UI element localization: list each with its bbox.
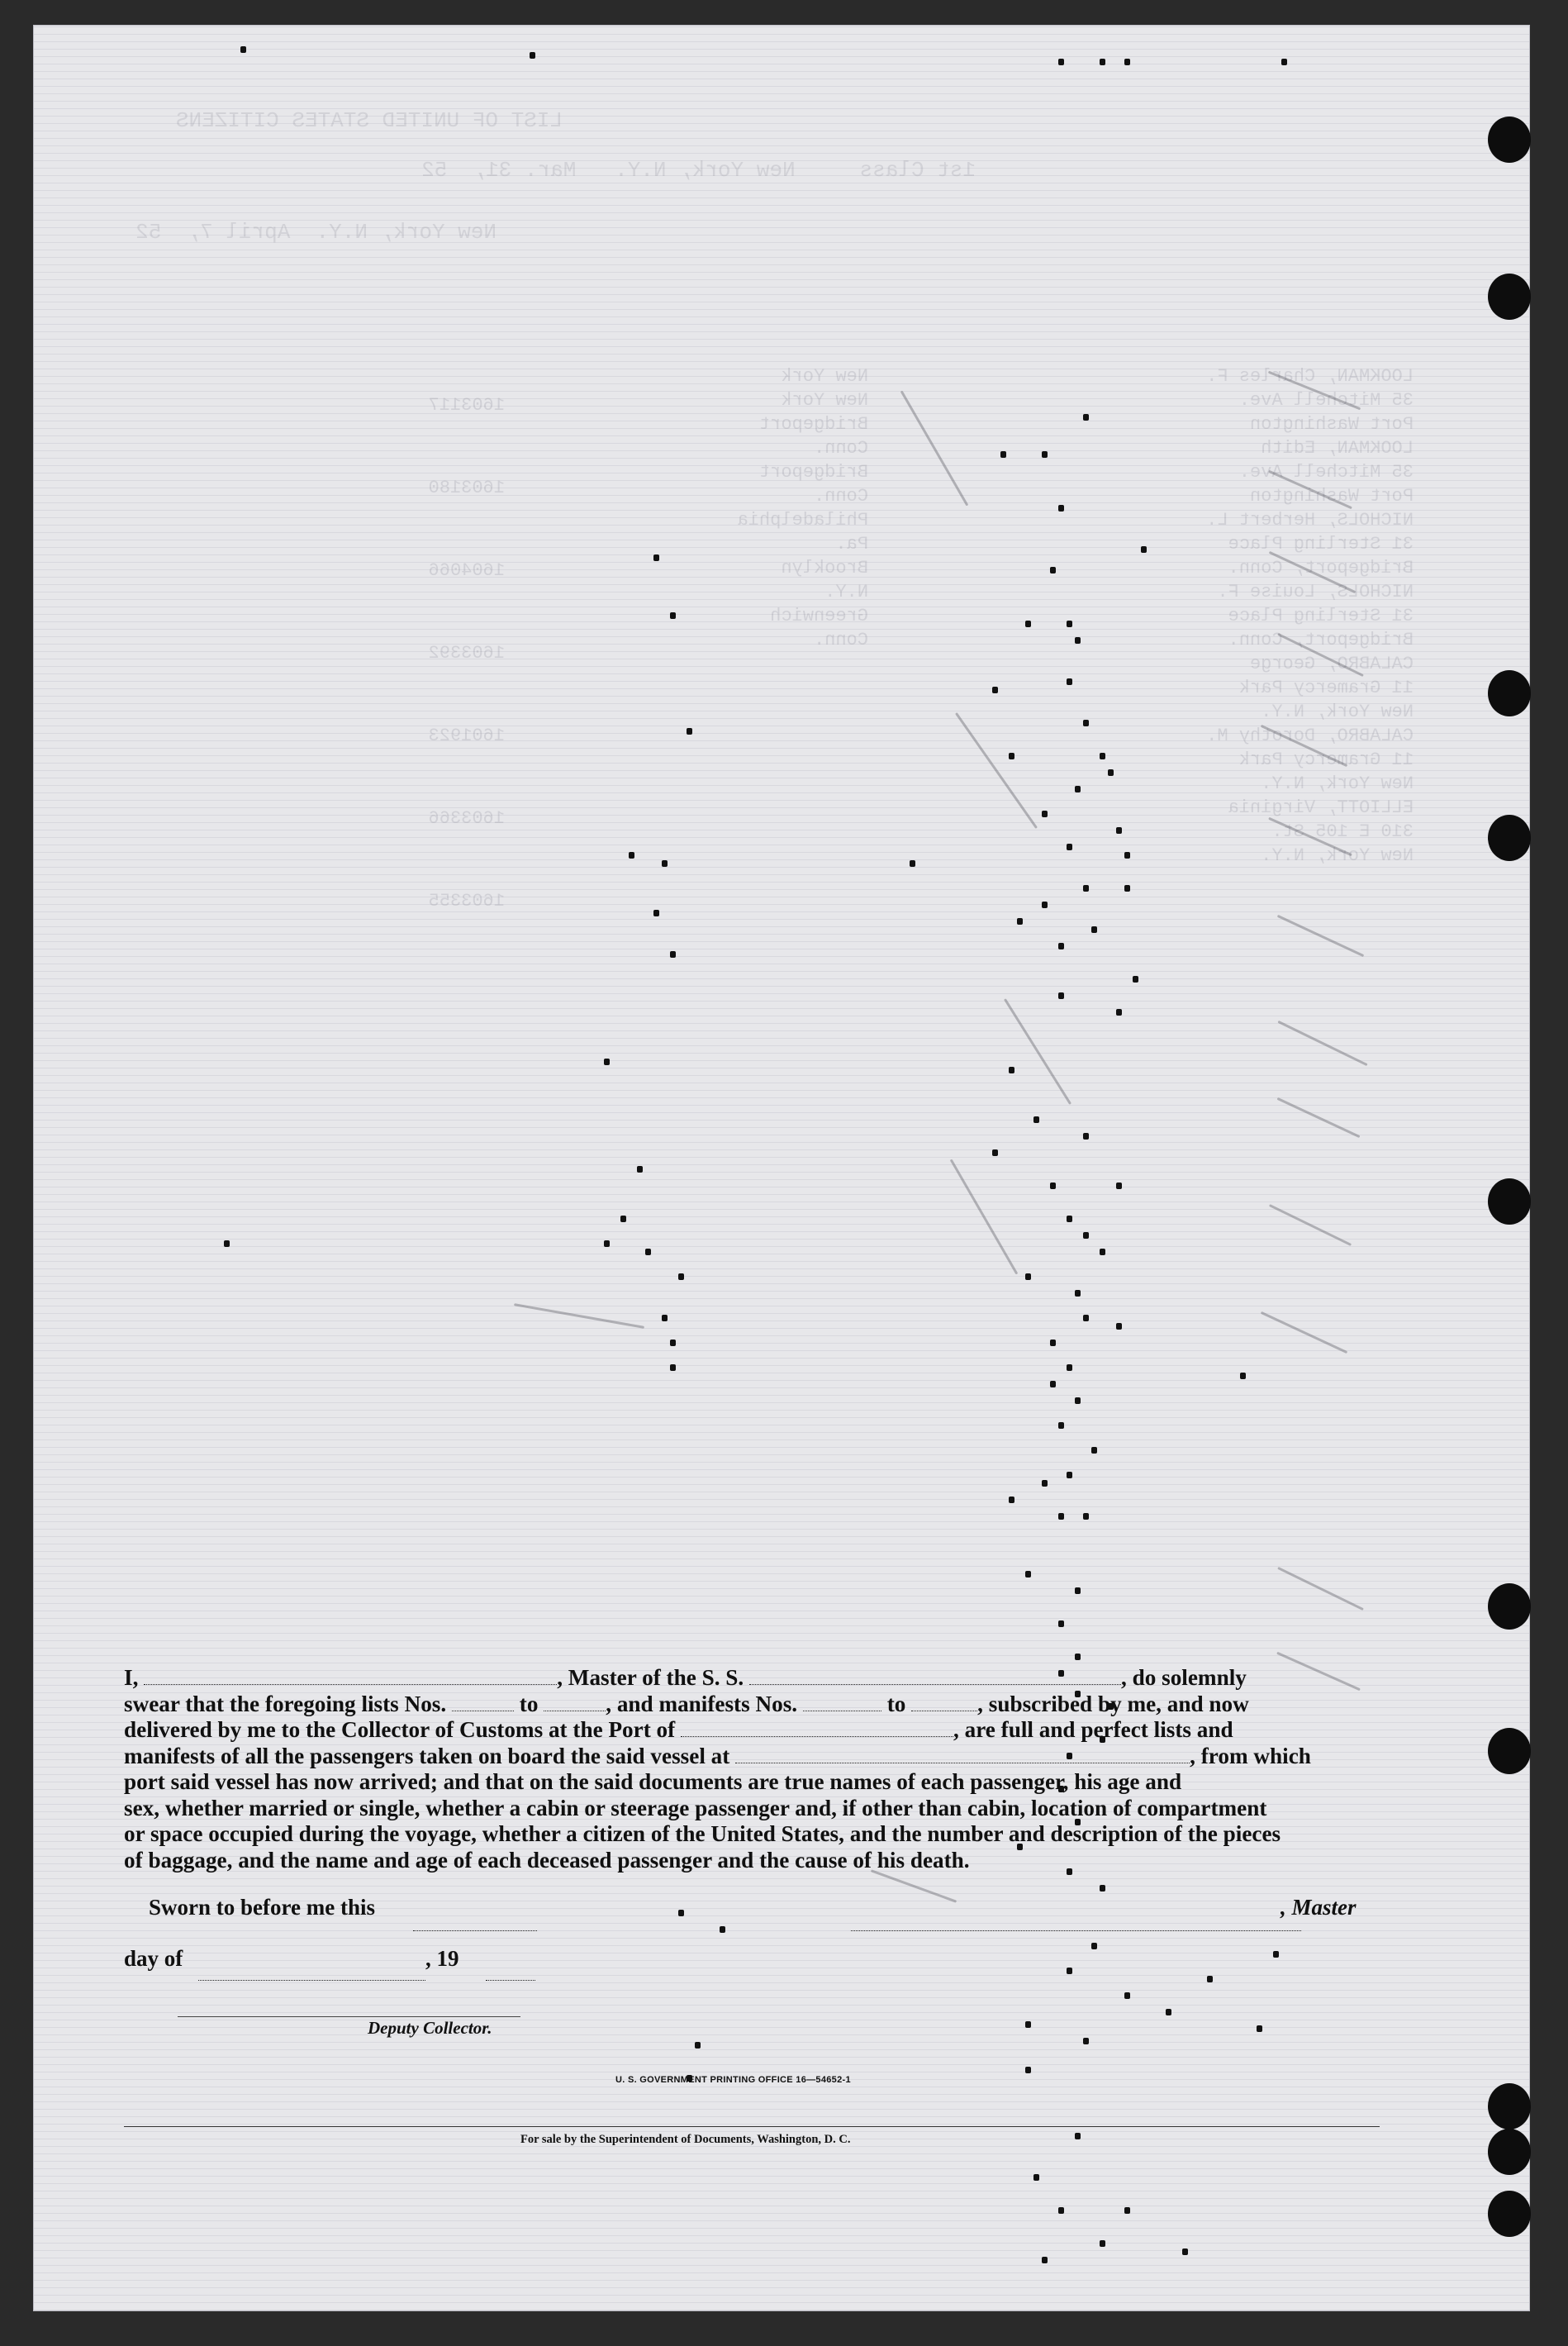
binder-hole [1488, 1728, 1531, 1774]
ink-speck [653, 554, 659, 561]
pencil-stroke [871, 1869, 957, 1902]
ink-speck [1050, 567, 1056, 573]
ghost-text: New York, N.Y. [1261, 773, 1414, 794]
ink-speck [670, 1340, 676, 1346]
ink-speck [1100, 2240, 1105, 2247]
ink-speck [1116, 827, 1122, 834]
ink-speck [1124, 59, 1130, 65]
ink-speck [1067, 1364, 1072, 1371]
ink-speck [1124, 2207, 1130, 2214]
ink-speck [1009, 1067, 1014, 1073]
deputy-collector-label: Deputy Collector. [368, 2018, 492, 2038]
pencil-stroke [1269, 1204, 1352, 1246]
ink-speck [1108, 769, 1114, 776]
pencil-stroke [900, 390, 969, 506]
ghost-text: NICHOLS, Herbert L. [1206, 510, 1414, 531]
pencil-stroke [1277, 1567, 1364, 1611]
sworn-day-blank[interactable] [413, 1914, 537, 1931]
ghost-text: Bridgeport [758, 462, 868, 483]
ink-speck [530, 52, 535, 59]
ghost-text: CALABRO, George [1249, 654, 1414, 674]
ink-speck [1091, 1943, 1097, 1949]
ghost-text: Port Washington [1249, 486, 1414, 507]
ink-speck [678, 1910, 684, 1916]
ink-speck [670, 1364, 676, 1371]
ink-speck [1025, 1273, 1031, 1280]
ink-speck [1058, 2207, 1064, 2214]
ink-speck [1025, 2021, 1031, 2028]
ghost-text: 1603392 [428, 643, 505, 664]
ink-speck [1116, 1183, 1122, 1189]
ink-speck [662, 1315, 668, 1321]
ink-speck [1083, 720, 1089, 726]
ghost-text: 31 Sterling Place [1228, 606, 1414, 626]
ink-speck [1116, 1009, 1122, 1016]
ink-speck [637, 1166, 643, 1173]
ghost-header-line: 1st Class New York, N.Y. Mar. 31, 52 [421, 158, 976, 183]
master-signature-blank[interactable] [851, 1914, 1301, 1931]
ghost-text: Conn. [813, 438, 868, 459]
oath-line-4: manifests of all the passengers taken on board the said vessel at , from which [124, 1743, 1311, 1768]
ink-speck [240, 46, 246, 53]
ghost-text: New York [781, 390, 868, 411]
ink-speck [1124, 885, 1130, 892]
oath-line-5: port said vessel has now arrived; and that on the said documents are true names of each passenger, his age and [124, 1769, 1182, 1794]
ink-speck [687, 728, 692, 735]
pencil-stroke [514, 1303, 644, 1329]
ink-speck [1075, 2133, 1081, 2139]
oath-line-8: of baggage, and the name and age of each deceased passenger and the cause of his death. [124, 1847, 970, 1873]
ink-speck [1075, 1587, 1081, 1594]
ghost-text: 1604066 [428, 560, 505, 581]
ink-speck [1124, 1992, 1130, 1999]
ink-speck [1257, 2025, 1262, 2032]
ink-speck [1058, 943, 1064, 949]
ink-speck [1100, 1249, 1105, 1255]
ink-speck [910, 860, 915, 867]
ink-speck [1083, 414, 1089, 421]
ink-speck [1091, 926, 1097, 933]
ink-speck [1042, 1480, 1048, 1487]
ink-speck [1141, 546, 1147, 553]
oath-line-1: I, , Master of the S. S. , do solemnly [124, 1665, 1247, 1690]
ink-speck [1042, 811, 1048, 817]
ink-speck [1067, 621, 1072, 627]
ghost-text: Port Washington [1249, 414, 1414, 435]
binder-hole [1488, 2191, 1531, 2237]
ink-speck [1025, 621, 1031, 627]
ink-speck [1067, 844, 1072, 850]
year-blank[interactable] [486, 1963, 535, 1981]
ink-speck [1000, 451, 1006, 458]
ship-name-blank[interactable] [749, 1668, 1121, 1685]
master-name-blank[interactable] [144, 1668, 557, 1685]
ghost-header-title: LIST OF UNITED STATES CITIZENS [175, 108, 563, 133]
ink-speck [1033, 2174, 1039, 2181]
oath-line-6: sex, whether married or single, whether a cabin or steerage passenger and, if other than cabin, location of compartment [124, 1795, 1267, 1820]
ink-speck [1100, 753, 1105, 759]
ghost-text: 1603366 [428, 808, 505, 829]
ink-speck [1100, 1885, 1105, 1892]
ink-speck [1083, 885, 1089, 892]
pencil-stroke [1004, 998, 1071, 1105]
binder-hole [1488, 1583, 1531, 1630]
binder-hole [1488, 670, 1531, 716]
ghost-text: Conn. [813, 630, 868, 650]
ghost-text: 1603355 [428, 891, 505, 911]
ghost-text: Bridgeport, Conn. [1228, 630, 1414, 650]
ghost-text: LOOKMAN, Edith [1261, 438, 1414, 459]
ink-speck [1083, 1133, 1089, 1140]
binder-hole [1488, 815, 1531, 861]
ink-speck [1083, 1513, 1089, 1520]
sworn-label: Sworn to before me this [149, 1895, 375, 1920]
ink-speck [1182, 2248, 1188, 2255]
pencil-stroke [1261, 1311, 1347, 1354]
ink-speck [1091, 1447, 1097, 1454]
ink-speck [720, 1926, 725, 1933]
sale-line: For sale by the Superintendent of Documents, Washington, D. C. [520, 2133, 851, 2146]
ink-speck [662, 860, 668, 867]
ink-speck [1075, 1290, 1081, 1297]
ink-speck [1058, 1513, 1064, 1520]
ink-speck [1050, 1381, 1056, 1387]
ink-speck [1124, 852, 1130, 859]
ink-speck [1116, 1323, 1122, 1330]
ink-speck [1240, 1373, 1246, 1379]
origin-port-blank[interactable] [735, 1746, 1190, 1763]
ghost-text: 35 Mitchell Ave. [1238, 390, 1414, 411]
ink-speck [1058, 1422, 1064, 1429]
ink-speck [1009, 1497, 1014, 1503]
ghost-text: Philadelphia [737, 510, 868, 531]
ink-speck [604, 1059, 610, 1065]
oath-line-3: delivered by me to the Collector of Customs at the Port of , are full and perfect lists and [124, 1717, 1233, 1742]
ink-speck [1058, 505, 1064, 512]
ink-speck [1025, 1571, 1031, 1577]
ink-speck [1075, 637, 1081, 644]
ghost-text: 1603117 [428, 395, 505, 416]
ink-speck [1017, 918, 1023, 925]
ink-speck [1025, 2067, 1031, 2073]
ink-speck [1067, 1216, 1072, 1222]
ink-speck [1009, 753, 1014, 759]
ink-speck [1058, 59, 1064, 65]
manifest-to-blank[interactable] [911, 1694, 977, 1711]
ghost-text: 31 Sterling Place [1228, 534, 1414, 554]
ghost-text: 11 Gramercy Park [1238, 749, 1414, 770]
binder-hole [1488, 117, 1531, 163]
ghost-numbers-column [429, 364, 505, 943]
ink-speck [604, 1240, 610, 1247]
ghost-text: 1601923 [428, 726, 505, 746]
ghost-names-column [1206, 364, 1414, 868]
ink-speck [1100, 59, 1105, 65]
ghost-text: NICHOLS, Louise F. [1217, 582, 1414, 602]
ink-speck [678, 1273, 684, 1280]
year-label: , 19 [425, 1946, 459, 1971]
pencil-stroke [1277, 915, 1364, 957]
ink-speck [1042, 2257, 1048, 2263]
ghost-text: CALABRO, Dorothy M. [1206, 726, 1414, 746]
deputy-signature-line[interactable] [178, 2016, 520, 2017]
ink-speck [1058, 992, 1064, 999]
ghost-text: Bridgeport [758, 414, 868, 435]
pencil-stroke [1277, 1021, 1367, 1066]
ink-speck [1042, 902, 1048, 908]
footer-rule [124, 2126, 1380, 2127]
oath-paragraph [124, 1665, 1380, 1873]
ghost-text: 1603180 [428, 478, 505, 498]
ink-speck [1075, 1654, 1081, 1660]
ghost-text: Pa. [835, 534, 868, 554]
ghost-text: Brooklyn [781, 558, 868, 578]
oath-line-7: or space occupied during the voyage, whether a citizen of the United States, and the number and description of the pieces [124, 1821, 1281, 1846]
ink-speck [695, 2042, 701, 2049]
ghost-text: 310 E 105 St. [1271, 821, 1414, 842]
ink-speck [1273, 1951, 1279, 1958]
ink-speck [1050, 1340, 1056, 1346]
ink-speck [629, 852, 634, 859]
ink-speck [1050, 1183, 1056, 1189]
ghost-text: 35 Mitchell Ave. [1238, 462, 1414, 483]
binder-hole [1488, 2129, 1531, 2175]
ink-speck [1067, 1968, 1072, 1974]
binder-hole [1488, 1178, 1531, 1225]
ink-speck [620, 1216, 626, 1222]
pencil-stroke [955, 712, 1038, 829]
ink-speck [1166, 2009, 1171, 2015]
port-blank[interactable] [681, 1720, 953, 1737]
ghost-text: New York, N.Y. [1261, 845, 1414, 866]
ink-speck [224, 1240, 230, 1247]
ink-speck [1067, 678, 1072, 685]
ink-speck [1075, 786, 1081, 792]
ink-speck [1033, 1116, 1039, 1123]
ink-speck [1075, 1397, 1081, 1404]
ghost-places-column [738, 364, 868, 652]
list-from-blank[interactable] [452, 1694, 514, 1711]
ink-speck [670, 612, 676, 619]
manifest-from-blank[interactable] [803, 1694, 881, 1711]
month-blank[interactable] [198, 1963, 425, 1981]
ghost-text: LOOKMAN, Charles F. [1206, 366, 1414, 387]
pencil-stroke [1277, 1097, 1361, 1138]
ghost-text: Conn. [813, 486, 868, 507]
ghost-text: ELLIOTT, Virginia [1228, 797, 1414, 818]
ink-speck [1281, 59, 1287, 65]
master-label: , Master [1281, 1895, 1357, 1920]
ghost-text: New York, N.Y. [1261, 702, 1414, 722]
ink-speck [992, 687, 998, 693]
ghost-header-date: New York, N.Y. April 7, 52 [135, 220, 497, 245]
ink-speck [1083, 1315, 1089, 1321]
day-of-label: day of [124, 1946, 183, 1971]
ink-speck [1207, 1976, 1213, 1982]
ink-speck [1133, 976, 1138, 983]
ink-speck [1083, 2038, 1089, 2044]
ghost-text: Greenwich [770, 606, 868, 626]
printer-line: U. S. GOVERNMENT PRINTING OFFICE 16—54652-1 [615, 2075, 851, 2085]
ink-speck [1067, 1472, 1072, 1478]
list-to-blank[interactable] [544, 1694, 606, 1711]
ghost-text: 11 Gramercy Park [1238, 678, 1414, 698]
ghost-text: New York [781, 366, 868, 387]
ink-speck [653, 910, 659, 916]
binder-hole [1488, 274, 1531, 320]
oath-line-2: swear that the foregoing lists Nos. to , and manifests Nos. to , subscribed by me, and now [124, 1691, 1249, 1716]
ink-speck [670, 951, 676, 958]
ink-speck [1042, 451, 1048, 458]
ink-speck [1083, 1232, 1089, 1239]
ink-speck [645, 1249, 651, 1255]
ink-speck [992, 1149, 998, 1156]
ink-speck [1058, 1620, 1064, 1627]
ghost-text: Bridgeport, Conn. [1228, 558, 1414, 578]
binder-hole [1488, 2083, 1531, 2129]
pencil-stroke [950, 1159, 1019, 1274]
ghost-text: N.Y. [824, 582, 868, 602]
